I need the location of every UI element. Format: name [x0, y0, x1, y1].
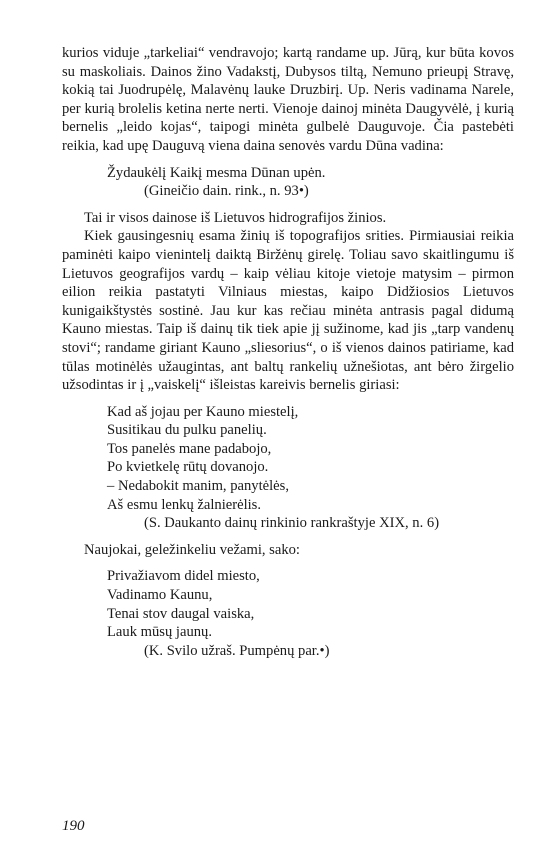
quote-line: Žydaukėlį Kaikį mesma Dūnan upėn. [107, 164, 326, 181]
paragraph-recruits: Naujokai, geležinkeliu vežami, sako: [84, 541, 300, 558]
paragraph-rivers: kurios viduje „tarkeliai“ vendravojo; kartą randame up. Jūrą, kur būta kovos su maskoliais. Dainos žino Vadakstį, Dubysos tiltą, Nemuno prieupį Stravę, kokią tai Juodrupėlę, Malavėnų lauke Druzbirį. Up. Neris vadinama Narele, per kurią brolelis ketina nerte nerti. Vienoje dainoj minėta Daugyvėlė, į kurią bernelis „leido kojas“, taipogi minėta gulbelė Dauguvoje. Čia pastebėti reikia, kad upę Dauguvą viena daina senovės vardu Dūna vadina: [62, 45, 514, 154]
poem-line: Lauk mūsų jaunų. [107, 624, 212, 641]
page-body [62, 44, 514, 660]
poem-line: Po kvietkelę rūtų dovanojo. [107, 459, 269, 476]
poem-line: Vadinamo Kaunu, [107, 587, 213, 604]
poem-line: Privažiavom didel miesto, [107, 568, 260, 585]
citation-text: (Gineičio dain. rink., n. 93•) [144, 183, 309, 200]
paragraph-hydrography: Tai ir visos dainose iš Lietuvos hidrografijos žinios. [84, 209, 387, 226]
poem-recruits-citation [62, 642, 514, 661]
poem-line: Kad aš jojau per Kauno miestelį, [107, 403, 299, 420]
poem-line: Tos panelės mane padabojo, [107, 440, 272, 457]
poem-recruits [62, 567, 514, 641]
poem-line: Tenai stov daugal vaiska, [107, 605, 255, 622]
page-number: 190 [62, 818, 85, 834]
poem-line: Aš esmu lenkų žalnierėlis. [107, 496, 262, 513]
poem-kaunas-citation [62, 514, 514, 533]
citation-text: (S. Daukanto dainų rinkinio rankraštyje XIX, n. 6) [144, 515, 440, 532]
poem-line: Susitikau du pulku panelių. [107, 422, 267, 439]
poem-line: – Nedabokit manim, panytėlės, [107, 478, 289, 495]
quote-dauguva [62, 164, 514, 183]
paragraph-topography: Kiek gausingesnių esama žinių iš topografijos srities. Pirmiausiai reikia paminėti kaipo vienintelį daiktą Biržėnų girelę. Toliau savo skaitlingumu iš Lietuvos geografijos vardų – kaip vėliau kitoje vietoje matysim – pirmon eilion reikia pastatyti Vilniaus miestas, kaipo Didžiosios Lietuvos kunigaikštystės sostinė. Jau kur kas rečiau minėta antrasis pagal didumą Kauno miestas. Taip iš dainų tik tiek apie jį sužinome, kad jis „tarp vandenų stovi“; randame giriant Kauno „sliesorius“, o iš vienos dainos patiriame, kad tūlas motinėlės užaugintas, ant baltų rankelių užnešiotas, ant bėro žirgelio užsodintas ir į „vaiskelį“ išleistas kareivis bernelis giriasi: [62, 228, 514, 394]
quote-citation [62, 182, 514, 201]
poem-kaunas [62, 403, 514, 515]
citation-text: (K. Svilo užraš. Pumpėnų par.•) [144, 642, 330, 659]
